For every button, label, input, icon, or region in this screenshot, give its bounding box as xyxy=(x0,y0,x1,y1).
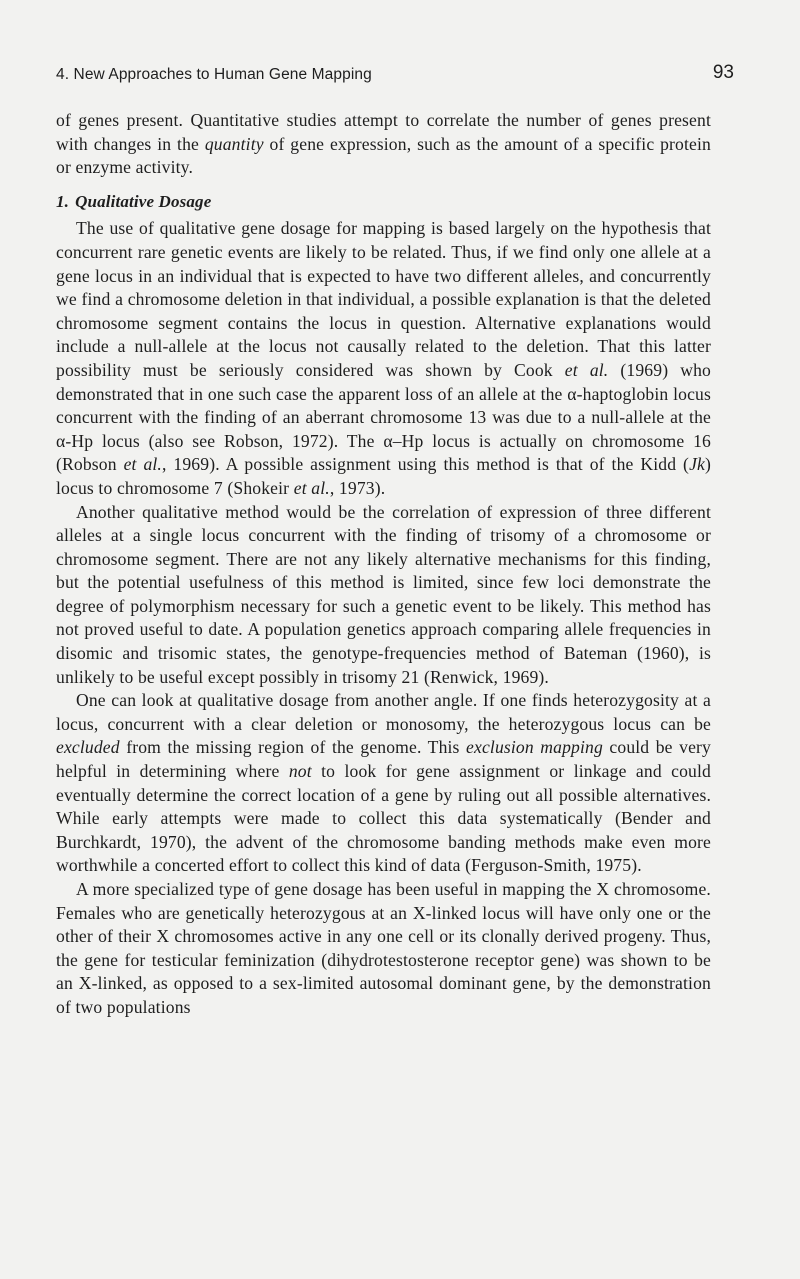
running-header xyxy=(56,62,734,88)
paragraph-qualitative-dosage: The use of qualitative gene dosage for mapping is based largely on the hypothesis that concurrent rare genetic events are likely to be related. Thus, if we find only one allele at a gene locus in an individual that is expected to have two different alleles, and concurrently we find a chromosome deletion in that individual, a possible explanation is that the deleted chromosome segment contains the locus in question. Alternative explanations would include a null-allele at the locus not causally related to the deletion. That this latter possibility must be seriously considered was shown by Cook et al. (1969) who demonstrated that in one such case the apparent loss of an allele at the α-haptoglobin locus concurrent with the finding of an aberrant chromosome 13 was due to a null-allele at the α-Hp locus (also see Robson, 1972). The α–Hp locus is actually on chromosome 16 (Robson et al., 1969). A possible assignment using this method is that of the Kidd (Jk) locus to chromosome 7 (Shokeir et al., 1973). xyxy=(56,218,711,498)
paragraph-exclusion-mapping: One can look at qualitative dosage from another angle. If one finds heterozygosity at a locus, concurrent with a clear deletion or monosomy, the heterozygous locus can be excluded from the missing region of the genome. This exclusion mapping could be very helpful in determining where not to look for gene assignment or linkage and could eventually determine the correct location of a gene by ruling out all possible alternatives. While early attempts were made to collect this data systematically (Bender and Burchkardt, 1970), the advent of the chromosome banding methods make even more worthwhile a concerted effort to collect this kind of data (Ferguson-Smith, 1975). xyxy=(56,690,711,876)
chapter-title: 4. New Approaches to Human Gene Mapping xyxy=(56,66,372,83)
section-heading xyxy=(56,190,711,214)
paragraph-continuation: of genes present. Quantitative studies attempt to correlate the number of genes present with changes in the quantity of gene expression, such as the amount of a specific protein or enzyme activity. xyxy=(56,110,711,178)
page-body xyxy=(56,109,711,1020)
page-number: 93 xyxy=(712,62,734,83)
section-number: 1. xyxy=(56,191,70,211)
section-title: Qualitative Dosage xyxy=(75,191,212,211)
paragraph-trisomy-method: Another qualitative method would be the correlation of expression of three different alleles at a single locus concurrent with the finding of trisomy of a chromosome or chromosome segment. There are not any likely alternative mechanisms for this finding, but the potential usefulness of this method is limited, since few loci demonstrate the degree of polymorphism necessary for such a genetic event to be likely. This method has not proved useful to date. A population genetics approach comparing allele frequencies in disomic and trisomic states, the genotype-frequencies method of Bateman (1960), is unlikely to be useful except possibly in trisomy 21 (Renwick, 1969). xyxy=(56,501,711,687)
paragraph-x-chromosome: A more specialized type of gene dosage has been useful in mapping the X chromosome. Females who are genetically heterozygous at an X-linked locus will have only one or the other of their X chromosomes active in any one cell or its clonally derived progeny. Thus, the gene for testicular feminization (dihydrotestosterone receptor gene) was shown to be an X-linked, as opposed to a sex-limited autosomal dominant gene, by the demonstration of two populations xyxy=(56,879,711,1017)
